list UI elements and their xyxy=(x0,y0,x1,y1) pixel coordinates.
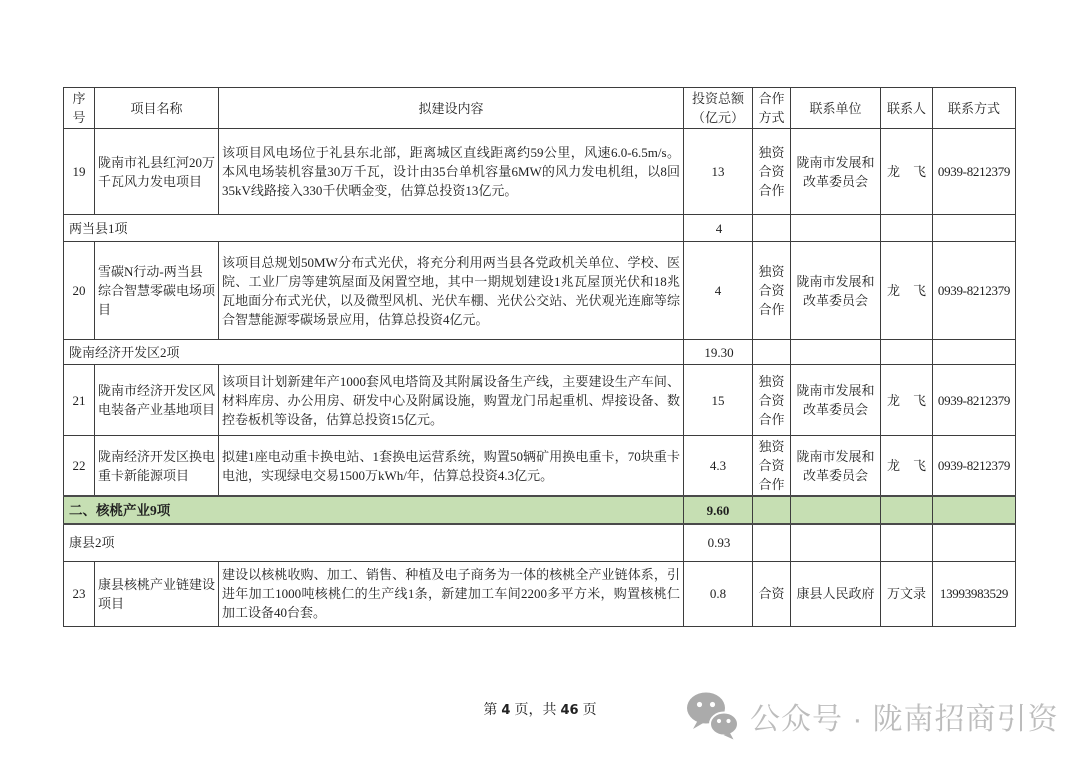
project-table xyxy=(63,87,1016,627)
project-cooperation: 独资合资合作 xyxy=(753,365,791,436)
project-contact-unit: 陇南市发展和改革委员会 xyxy=(791,129,881,215)
project-cooperation: 独资合资合作 xyxy=(753,242,791,340)
header-content: 拟建设内容 xyxy=(219,88,684,129)
project-name: 陇南经济开发区换电重卡新能源项目 xyxy=(95,436,219,497)
subtotal-investment: 4 xyxy=(684,215,753,242)
section-label: 二、核桃产业9项 xyxy=(64,496,684,524)
project-contact-phone: 0939-8212379 xyxy=(933,129,1016,215)
table-row xyxy=(64,129,1016,215)
project-name: 陇南市礼县红河20万千瓦风力发电项目 xyxy=(95,129,219,215)
subtotal-investment: 19.30 xyxy=(684,340,753,365)
project-contact-phone: 13993983529 xyxy=(933,561,1016,626)
project-cooperation: 独资合资合作 xyxy=(753,129,791,215)
subtotal-row xyxy=(64,340,1016,365)
project-contact-unit: 康县人民政府 xyxy=(791,561,881,626)
table-row xyxy=(64,365,1016,436)
project-name: 康县核桃产业链建设项目 xyxy=(95,561,219,626)
header-cooperation: 合作方式 xyxy=(753,88,791,129)
project-name: 雪碳N行动-两当县综合智慧零碳电场项目 xyxy=(95,242,219,340)
subtotal-label: 康县2项 xyxy=(64,524,684,561)
header-contact-phone: 联系方式 xyxy=(933,88,1016,129)
project-investment: 0.8 xyxy=(684,561,753,626)
project-name: 陇南市经济开发区风电装备产业基地项目 xyxy=(95,365,219,436)
project-contact-phone: 0939-8212379 xyxy=(933,436,1016,497)
project-contact-person: 龙 飞 xyxy=(881,365,933,436)
project-investment: 13 xyxy=(684,129,753,215)
subtotal-label: 陇南经济开发区2项 xyxy=(64,340,684,365)
project-content: 拟建1座电动重卡换电站、1套换电运营系统，购置50辆矿用换电重卡，70块重卡电池，实现绿电交易1500万kWh/年，估算总投资4.3亿元。 xyxy=(219,436,684,497)
subtotal-row xyxy=(64,524,1016,561)
table-row xyxy=(64,561,1016,626)
project-contact-person: 龙 飞 xyxy=(881,436,933,497)
section-header-row xyxy=(64,496,1016,524)
project-no: 21 xyxy=(64,365,95,436)
project-contact-person: 龙 飞 xyxy=(881,242,933,340)
page-number-suffix: 页 xyxy=(582,703,597,718)
subtotal-label: 两当县1项 xyxy=(64,215,684,242)
current-page: 4 xyxy=(501,703,511,718)
header-project-name: 项目名称 xyxy=(95,88,219,129)
page-number-prefix: 第 xyxy=(483,703,498,718)
project-cooperation: 合资 xyxy=(753,561,791,626)
project-contact-unit: 陇南市发展和改革委员会 xyxy=(791,365,881,436)
project-investment: 4 xyxy=(684,242,753,340)
project-contact-unit: 陇南市发展和改革委员会 xyxy=(791,436,881,497)
wechat-watermark xyxy=(686,692,1059,740)
project-contact-phone: 0939-8212379 xyxy=(933,242,1016,340)
project-content: 该项目总规划50MW分布式光伏，将充分利用两当县各党政机关单位、学校、医院、工业厂房等建筑屋面及闲置空地，其中一期规划建设1兆瓦屋顶光伏和18兆瓦地面分布式光伏，以及微型风机、光伏车棚、光伏公交站、光伏观光连廊等综合智慧能源零碳场景应用，估算总投资4亿元。 xyxy=(219,242,684,340)
header-no: 序号 xyxy=(64,88,95,129)
subtotal-row xyxy=(64,215,1016,242)
total-pages: 46 xyxy=(560,703,579,718)
project-investment: 4.3 xyxy=(684,436,753,497)
subtotal-investment: 0.93 xyxy=(684,524,753,561)
project-no: 19 xyxy=(64,129,95,215)
watermark-text: 公众号 · 陇南招商引资 xyxy=(750,703,1059,736)
wechat-icon xyxy=(686,692,740,740)
project-no: 22 xyxy=(64,436,95,497)
header-contact-person: 联系人 xyxy=(881,88,933,129)
section-investment: 9.60 xyxy=(684,496,753,524)
header-contact-unit: 联系单位 xyxy=(791,88,881,129)
project-contact-phone: 0939-8212379 xyxy=(933,365,1016,436)
project-cooperation: 独资合资合作 xyxy=(753,436,791,497)
project-content: 该项目风电场位于礼县东北部，距离城区直线距离约59公里，风速6.0-6.5m/s。本风电场装机容量30万千瓦，设计由35台单机容量6MW的风力发电机组，以8回35kV线路接入330千伏晒金变，估算总投资13亿元。 xyxy=(219,129,684,215)
header-investment: 投资总额 （亿元） xyxy=(684,88,753,129)
project-contact-person: 万文录 xyxy=(881,561,933,626)
project-no: 23 xyxy=(64,561,95,626)
table-row xyxy=(64,242,1016,340)
project-content: 建设以核桃收购、加工、销售、种植及电子商务为一体的核桃全产业链体系，引进年加工1000吨核桃仁的生产线1条，新建加工车间2200多平方米，购置核桃仁加工设备40台套。 xyxy=(219,561,684,626)
project-no: 20 xyxy=(64,242,95,340)
project-investment: 15 xyxy=(684,365,753,436)
project-contact-unit: 陇南市发展和改革委员会 xyxy=(791,242,881,340)
project-content: 该项目计划新建年产1000套风电塔筒及其附属设备生产线，主要建设生产车间、材料库房、办公用房、研发中心及附属设施，购置龙门吊起重机、焊接设备、数控卷板机等设备，估算总投资15亿元。 xyxy=(219,365,684,436)
table-row xyxy=(64,436,1016,497)
project-contact-person: 龙 飞 xyxy=(881,129,933,215)
page-number-middle: 页，共 xyxy=(514,703,557,718)
table-header-row xyxy=(64,88,1016,129)
